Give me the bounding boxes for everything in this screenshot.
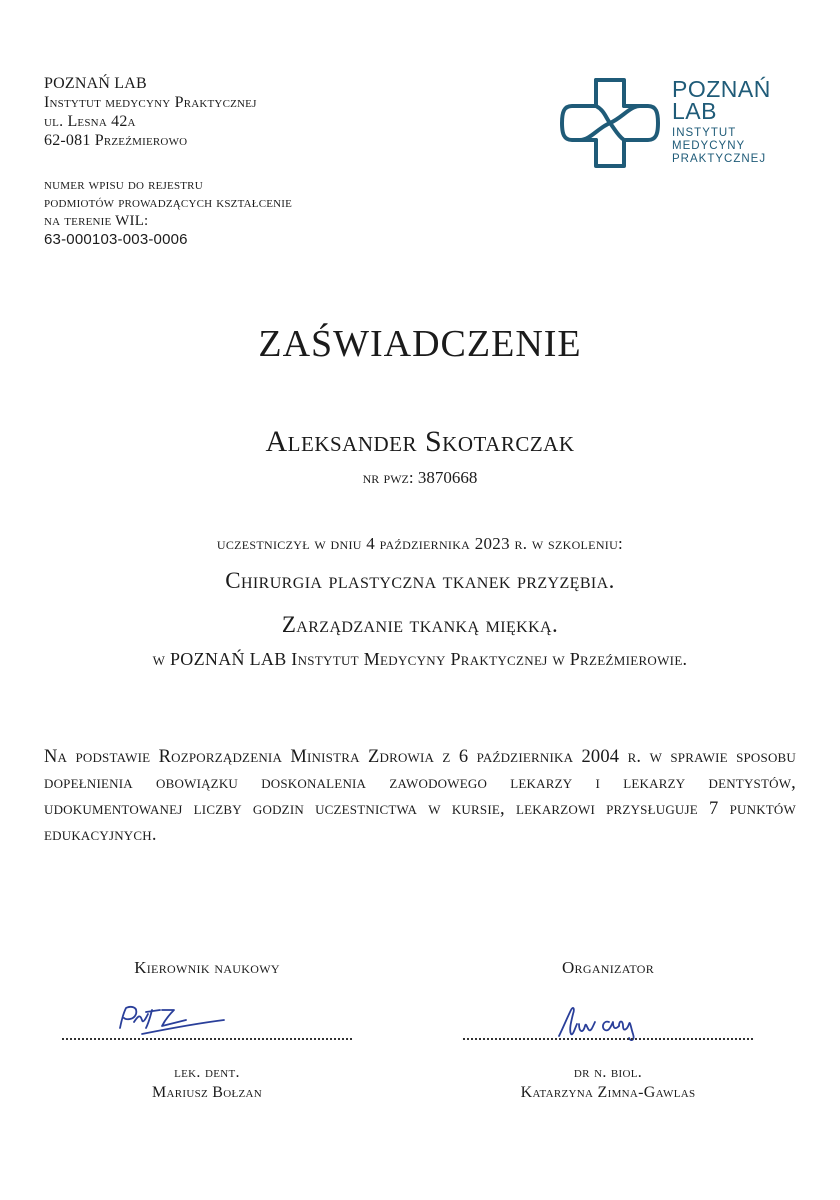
course-title-line2: Zarządzanie tkanką miękką. [281,612,559,637]
logo-subtitle [672,127,766,166]
logo-name-line1: POZNAŃ [672,76,771,102]
signature-line-right [463,1038,753,1040]
signatory-name-left: Mariusz Bołzan [151,1084,263,1101]
registry-number: 63-000103-003-0006 [44,231,188,248]
registry-block [44,176,292,249]
registry-label-line2: podmiotów prowadzących kształcenie [44,195,293,211]
issuer-street: ul. Lesna 42a [44,113,136,130]
logo-subtitle-line2: MEDYCYNY [672,140,746,152]
registry-label-line3: na terenie WIL: [44,213,149,229]
attendance-statement: uczestniczył w dniu 4 października 2023 r. w szkoleniu: [216,534,624,553]
handwritten-signature-left [112,998,232,1042]
issuer-name: POZNAŃ LAB [44,75,147,92]
course-venue: w POZNAŃ LAB Instytut Medycyny Praktycznej w Przeźmierowie. [152,649,688,669]
logo-subtitle-line3: PRAKTYCZNEJ [672,153,767,165]
recipient-pwz-number: nr pwz: 3870668 [362,468,478,487]
signatory-title-right: dr n. biol. [573,1064,643,1081]
signature-role-left: Kierownik naukowy [134,958,280,977]
issuer-institute: Instytut medycyny Praktycznej [44,94,257,111]
issuer-city: 62-081 Przeźmierowo [44,132,188,149]
registry-label-line1: numer wpisu do rejestru [44,177,203,193]
signatory-name-right: Katarzyna Zimna-Gawlas [520,1084,696,1101]
logo-name-line2: LAB [672,98,717,124]
certificate-title: ZAŚWIADCZENIE [258,323,582,365]
logo-subtitle-line1: INSTYTUT [672,127,737,139]
institute-logo [560,70,800,180]
signatory-title-left: lek. dent. [174,1064,240,1081]
cross-infinity-logo-icon [560,78,660,168]
recipient-name: Aleksander Skotarczak [265,425,575,458]
legal-basis-paragraph: Na podstawie Rozporządzenia Ministra Zdrowia z 6 października 2004 r. w sprawie sposobu dopełnienia obowiązku doskonalenia zawodowego lekarzy i lekarzy dentystów, udokumentowanej liczby godzin uczestnictwa w kursie, lekarzowi przysługuje 7 punktów edukacyjnych. [44,747,796,845]
course-title-line1: Chirurgia plastyczna tkanek przyzębia. [225,568,615,593]
signature-line-left [62,1038,352,1040]
signature-role-right: Organizator [561,958,655,977]
issuer-address [44,74,257,150]
